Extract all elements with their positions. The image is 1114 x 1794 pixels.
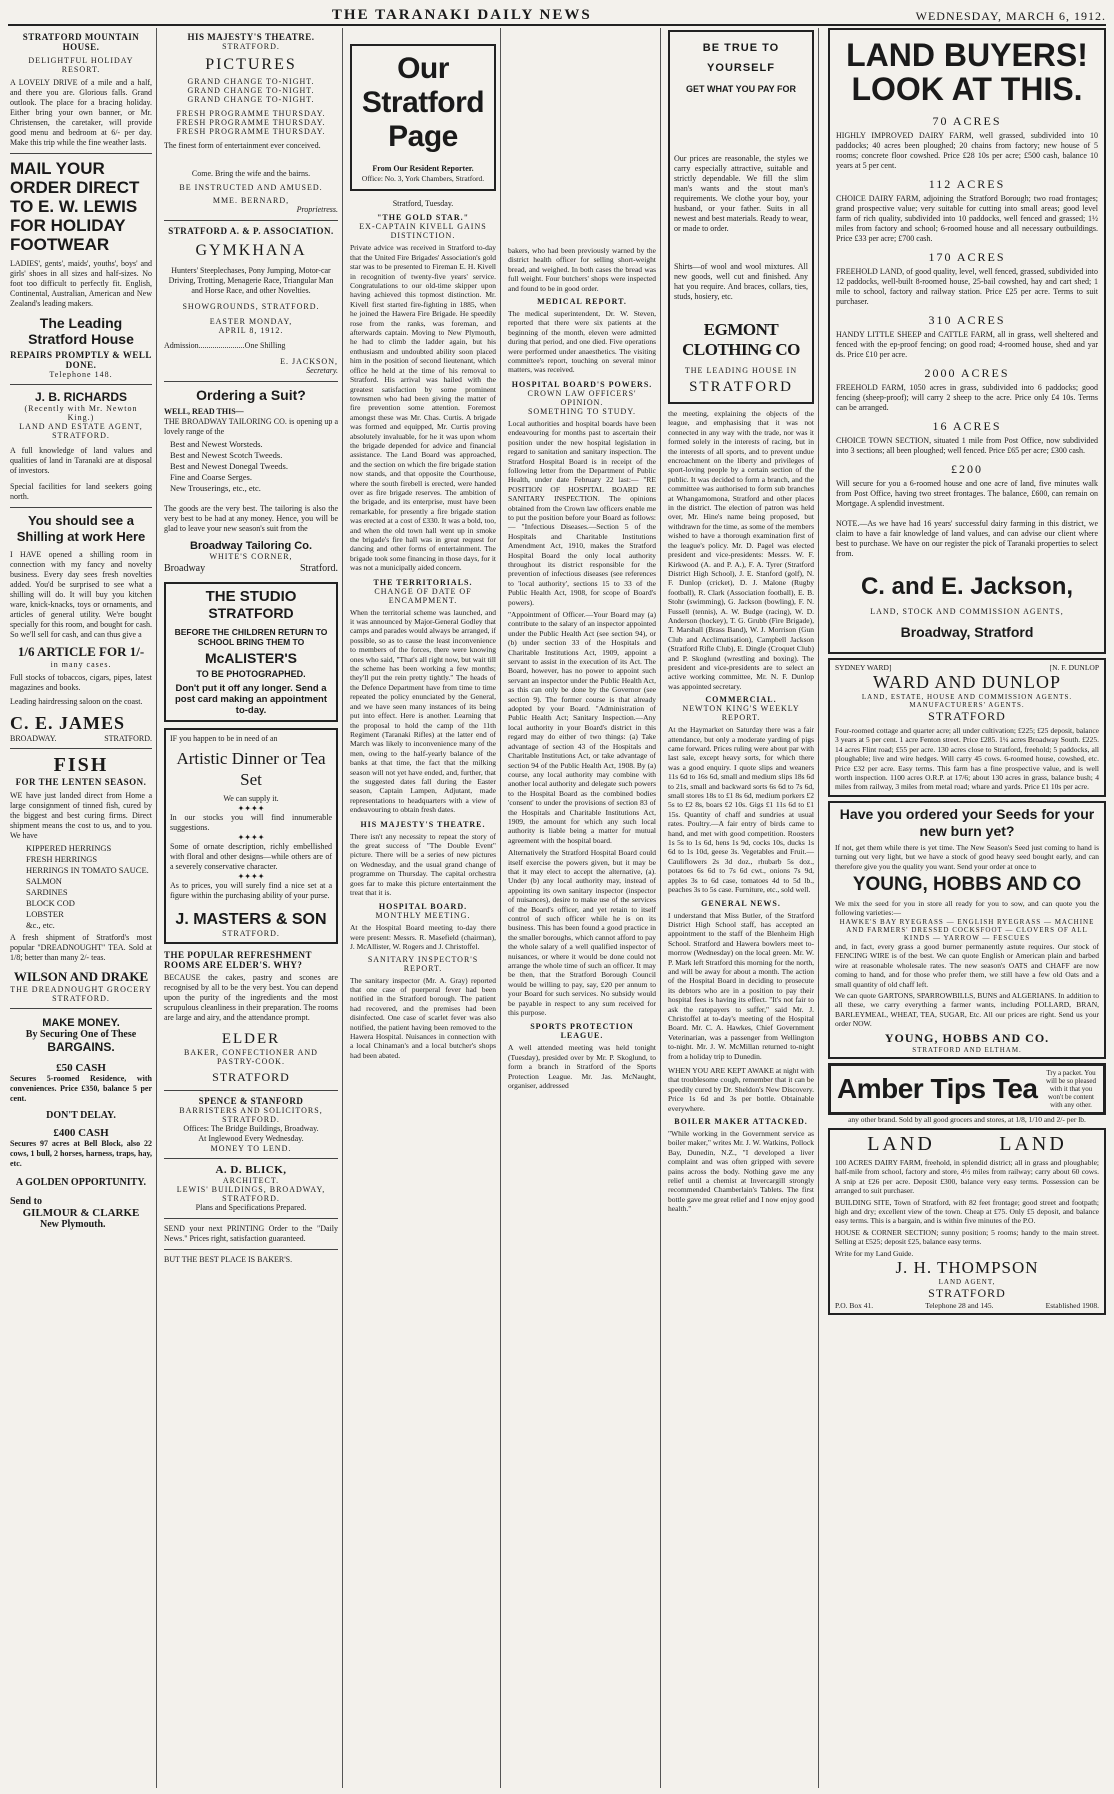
kivell-heading: EX-CAPTAIN KIVELL GAINS DISTINCTION. bbox=[359, 222, 487, 241]
broadway-tailoring: Broadway Tailoring Co. bbox=[189, 540, 313, 552]
thompson-telephone: Telephone 28 and 145. bbox=[925, 1301, 994, 1310]
prices-text: As to prices, you will surely find a nice set at a figure within the purchasing ability of your purse. bbox=[170, 881, 332, 900]
cash-400: £400 CASH bbox=[53, 1127, 109, 1139]
newton-heading: NEWTON KING'S WEEKLY REPORT. bbox=[682, 704, 800, 723]
fence-text: and, in fact, every grass a good burner permanently astute requires. Our stock of FENCING WIRE is of the best. We can quote English or American plain and barbed wire at reasonable wholesale rates. The new season's OATS and CHAFF are now coming to hand, and for those who prefer them, we still have a few old Oats and a small quantity of old chaff left. bbox=[835, 941, 1099, 989]
young-hobbs-name-2: YOUNG, HOBBS AND CO. bbox=[884, 1030, 1050, 1045]
grand-change: GRAND CHANGE TO-NIGHT. bbox=[187, 86, 315, 95]
dont-put-off: Don't put it off any longer. Send a post card making an appointment to-day. bbox=[174, 683, 328, 716]
farm-acres: 2000 ACRES bbox=[924, 366, 1010, 380]
farm-acres: 112 ACRES bbox=[928, 177, 1006, 191]
meeting-text: the meeting, explaining the objects of the league, and emphasising that it was not connected in any way with the trade, nor was it formed solely in the interests of racing, but in the interests of all sports, and to prevent undue encroachment on the liberty and privileges of sport-loving people by a certain section of the public. It was decided to form a branch, and the committee was authorised to form sub branches at Whangamomona, Stratford and other places in the district. The election of patron was held over, Mr. Hine's name being proposed, but withdrawn for the time, as some of the members wished to have a thorough examination first of the league's policy. Mr. D. Pagel was elected president and vice-presidents: Messrs. W. F. Kirkwood (A. and P. A.), F. A. Tyrer (Stratford District High School), J. E. Stanford (golf), N. F. Dunlop (cricket), D. J. Malone (Rugby football), R. Clark (Association football), E. B. Stohr (swimming), G. Jackson (bowling), F. N. Fussell (tennis), A. W. Budge (racing), W. D. Anderson (hockey), T. G. Grubb (Fire Brigade), T. Marshall (Brass Band), W. J. Morrison (Gun Club and Acclimatisation), Campbell Jackson (Stratford Rifle Club), E. Dingle (Croquet Club) and P. Skoglund (wrestling and boxing). The president and vice-presidents are to select an active working committee, Mr. N. F. Dunlop was appointed secretary. bbox=[668, 409, 814, 691]
newspaper-title: THE TARANAKI DAILY NEWS bbox=[331, 7, 592, 23]
farm-text: FREEHOLD FARM, 1050 acres in grass, subdivided into 6 paddocks; good fencing (sheep-proof); will carry 2 sheep to the acre. Price only £4 10s. Terms can be arranged. bbox=[836, 383, 1098, 412]
elder-town: STRATFORD bbox=[212, 1070, 290, 1084]
ward-name: WARD AND DUNLOP bbox=[872, 672, 1061, 692]
secretary: Secretary. bbox=[306, 366, 338, 375]
james-right: STRATFORD. bbox=[104, 734, 152, 743]
studio-ad bbox=[164, 582, 338, 722]
read-this: WELL, READ THIS— bbox=[164, 407, 244, 416]
powers-text-2: "Appointment of Officer.—Your Board may (a) contribute to the salary of an inspector appointed under the Public Health Act (see section 94), or (b) under section 33 of the Hospitals and Charitable Institutions Act, 1909, appoint a servant to assist in the execution of its Act. The Board, however, has no power to appoint such servant an inspector under the Public Health Act, as this can only be done by the Governor (see section 9). The former course is that already adopted by your Board. "Administration of Public Health Act; Sanitary Inspection.—Any local authority in your Board's district in this regard may do either of two things: (a) Take advantage of section 43 of the Hospitals and Charitable Institutions Act, or take advantage of section 94 of the Public Health Act, 1908. By (a) course, any local authority may combine with another local authority and delegate such powers to the Hospital Board as the combined bodies 'consent' to under the provisions of section 83 of the Hospitals and Charitable Institutions Act, 1909, the amount for which any such local authority is liable being a matter for mutual agreement with the hospital board. bbox=[508, 610, 656, 845]
richards-town: STRATFORD. bbox=[52, 431, 110, 440]
po-box: P.O. Box 41. bbox=[835, 1301, 874, 1310]
farm-acres: £200 bbox=[951, 462, 983, 476]
dreadnought-text: A fresh shipment of Stratford's most popular "DREADNOUGHT" TEA. Sold at 1/8; better than many 2/- teas. bbox=[10, 933, 152, 962]
plans-line: Plans and Specifications Prepared. bbox=[195, 1203, 307, 1212]
studio-name: THE STUDIO bbox=[205, 588, 297, 605]
farm-text: CHOICE DAIRY FARM, adjoining the Stratford Borough; two road frontages; grand prospective value; very suitable for cutting into small areas; good level farm of rich quality, subdivided into 10 paddocks, well fenced and grassed; 1½ miles from factory and school; 6-roomed house and all necessary outbuildings. Price £33 per acre; £700 cash. bbox=[836, 194, 1098, 243]
fish-text: WE have just landed direct from Home a large consignment of tinned fish, cured by the biggest and best curing firms. Direct shipment means the cost to us, and to you. We have bbox=[10, 791, 152, 840]
nf-dunlop: [N. F. DUNLOP bbox=[1049, 663, 1099, 672]
tailoring-text: THE BROADWAY TAILORING CO. is opening up a lovely range of the bbox=[164, 417, 338, 436]
stock-text: In our stocks you will find innumerable suggestions. bbox=[170, 813, 332, 832]
column-6 bbox=[822, 28, 1112, 1790]
elder-sub: BAKER, CONFECTIONER AND PASTRY-COOK. bbox=[184, 1048, 318, 1066]
bargains-line: BARGAINS. bbox=[47, 1040, 115, 1054]
majestys-heading: HIS MAJESTY'S THEATRE. bbox=[360, 819, 486, 829]
egmont-name: EGMONT CLOTHING CO bbox=[682, 320, 800, 359]
territorials-heading: THE TERRITORIALS. bbox=[373, 577, 473, 587]
resort-heading: DELIGHTFUL HOLIDAY RESORT. bbox=[28, 56, 134, 74]
gilmour-town: New Plymouth. bbox=[40, 1219, 106, 1230]
article-price: 1/6 ARTICLE FOR 1/- bbox=[17, 644, 145, 659]
boiler-text: "While working in the Government service as boiler maker," writes Mr. J. W. Watkins, Pollock Bay, Dunedin, N.Z., "I developed a liver complaint and was often gripped with severe pains across the body. Nothing gave me any relief until a chemist at Invercargill strongly recommended Chamberlain's Tablets. The first bottle gave me great relief and I now enjoy good health." bbox=[668, 1129, 814, 1214]
amber-tips-sub: any other brand. Sold by all good grocers and stores, at 1/8, 1/10 and 2/- per lb. bbox=[848, 1114, 1086, 1124]
amber-tips-side: Try a packet. You will be so pleased with it that you won't be content with any other. bbox=[1046, 1068, 1096, 1109]
thompson-ad bbox=[828, 1128, 1106, 1315]
monthly-heading: MONTHLY MEETING. bbox=[375, 911, 471, 921]
grand-change: GRAND CHANGE TO-NIGHT. bbox=[187, 77, 315, 86]
general-heading: GENERAL NEWS. bbox=[701, 898, 781, 908]
broadway-address bbox=[164, 563, 338, 574]
fish-list bbox=[26, 843, 152, 931]
ward-sub: LAND, ESTATE, HOUSE AND COMMISSION AGENTS. MANUFACTURERS' AGENTS. bbox=[861, 693, 1073, 709]
column-rule bbox=[342, 28, 343, 1788]
ap-association: STRATFORD A. & P. ASSOCIATION. bbox=[168, 226, 334, 236]
commercial-heading: COMMERCIAL. bbox=[705, 695, 777, 705]
repairs-line: REPAIRS PROMPTLY & WELL DONE. bbox=[10, 350, 152, 370]
cej-name: C. and E. Jackson, bbox=[860, 573, 1074, 600]
goods-text: The goods are the very best. The tailoring is also the very best to be had at any money. Hence, you will be glad to leave your new season's suit from the bbox=[164, 504, 338, 533]
thompson-sub: LAND AGENT, bbox=[938, 1278, 996, 1286]
dont-delay: DON'T DELAY. bbox=[46, 1110, 116, 1121]
gymkhana-text: Hunters' Steeplechases, Pony Jumping, Motor-car Driving, Trotting, Menagerie Race, Triangular Man and Horse Race, and other Novelties. bbox=[168, 266, 334, 295]
mountain-house-heading: STRATFORD MOUNTAIN HOUSE. bbox=[22, 32, 140, 52]
farm-acres: 70 ACRES bbox=[932, 114, 1002, 128]
list-item: BLOCK COD bbox=[26, 898, 75, 908]
send-to: Send to bbox=[10, 1196, 42, 1207]
supply-text: We can supply it. bbox=[223, 794, 279, 803]
powers-heading: HOSPITAL BOARD'S POWERS. bbox=[511, 379, 653, 389]
list-item: SARDINES bbox=[26, 887, 68, 897]
spence-sub: BARRISTERS AND SOLICITORS, STRATFORD. bbox=[179, 1106, 323, 1124]
boiler-heading: BOILER MAKER ATTACKED. bbox=[674, 1117, 808, 1127]
reporter-line: From Our Resident Reporter. bbox=[372, 164, 474, 173]
sanitary-heading: SANITARY INSPECTOR'S REPORT. bbox=[367, 954, 479, 973]
farm-text: Will secure for you a 6-roomed house and one acre of land, five minutes walk from Post Office, having two street frontages. The balance, £600, can remain on Mortgage. A splendid investment. bbox=[836, 479, 1098, 508]
amber-tips-title: Amber Tips Tea bbox=[837, 1072, 1038, 1104]
artistic-heading: Artistic Dinner or Tea Set bbox=[176, 749, 326, 789]
fresh-programme: FRESH PROGRAMME THURSDAY. bbox=[176, 109, 326, 118]
established: Established 1908. bbox=[1045, 1301, 1099, 1310]
column-rule bbox=[500, 28, 501, 1788]
make-money: MAKE MONEY. bbox=[42, 1017, 120, 1029]
thompson-text-3: HOUSE & CORNER SECTION; sunny position; 5 rooms; handy to the main street. Selling at £525; deposit £25, balance easy terms. bbox=[835, 1227, 1099, 1247]
theatre-town: STRATFORD. bbox=[222, 42, 280, 51]
list-item: New Trouserings, etc., etc. bbox=[170, 483, 261, 493]
land-right: LAND bbox=[999, 1132, 1067, 1155]
spence-offices: Offices: The Bridge Buildings, Broadway. bbox=[183, 1124, 319, 1133]
list-item: Best and Newest Worsteds. bbox=[170, 439, 263, 449]
resort-text: A LOVELY DRIVE of a mile and a half, and there you are. Glorious falls. Grand outlook. The place for a bracing holiday. Either bring your own banner, or Mr. Christensen, the caretaker, will provide good menu and bedroom at 6/- per day. Make this trip while the fine weather lasts. bbox=[10, 78, 152, 147]
james-left: BROADWAY. bbox=[10, 734, 57, 743]
list-item: FRESH HERRINGS bbox=[26, 854, 98, 864]
tobacco-text: Full stocks of tobaccos, cigars, pipes, latest magazines and books. bbox=[10, 673, 152, 692]
sydney-ward: SYDNEY WARD] bbox=[835, 663, 892, 672]
photographed: TO BE PHOTOGRAPHED. bbox=[196, 669, 306, 679]
proprietress: Proprietress. bbox=[296, 205, 338, 214]
masters-name: J. MASTERS & SON bbox=[175, 911, 327, 928]
list-item: Best and Newest Donegal Tweeds. bbox=[170, 461, 288, 471]
territorials-text: When the territorial scheme was launched, and it was announced by Major-General Godley that camps and parades would always be arranged, if possible, so as to cause the least inconvenience to members of the forces, there were knowing ones who said, "That's all right now, but wait till the scheme has been working a few months; they'll put the rein pretty tightly." The heads of the Defence Department have from time to time repeated the policy enunciated by the General, and we have seen many instances of its being put into effect. Here is another. Learning that the proposal to hold the camp of the 11th Regiment (Taranaki Rifles) at the latter end of March was likely to inconvenience many of the men, owing to the half-yearly balance of the banks at that time, the fact that the milking season will not yet have ended, and, further, that the suggested dates fall during the Easter season, Captain Lampen, Adjutant, made representations to headquarters with a view of endeavouring to obtain fresh dates. bbox=[350, 607, 496, 815]
land-buyers-heading: LAND BUYERS! bbox=[846, 37, 1088, 73]
farm-text: CHOICE TOWN SECTION, situated 1 mile from Post Office, now subdivided into 3 sections; all been ploughed; well fenced. Price £65 per acre; £300 cash. bbox=[836, 436, 1098, 455]
gymkhana-heading: GYMKHANA bbox=[195, 242, 307, 259]
architect: ARCHITECT. bbox=[222, 1176, 280, 1185]
land-buyers-ad bbox=[828, 28, 1106, 654]
wilson-name: WILSON AND DRAKE bbox=[13, 969, 149, 984]
column-5 bbox=[664, 28, 818, 1790]
list-item: Best and Newest Scotch Tweeds. bbox=[170, 450, 283, 460]
commercial-text: At the Haymarket on Saturday there was a fair attendance, but only a moderate yarding of pigs came forward. Prices ruling were about par with last sale, except heavy sorts, for which there was a good enquiry. I quote slips and weaners 11s 6d to 16s 6d, small and medium slips 18s 6d to 21s, small and backward sorts 6s 6d to 7s 6d, small stores 18s to £1 8s 6d, medium porkers £2 5s to £2 8s, boars £2 10s. Gigs £1 11s 6d to £1 15s. Quantity of chaff and sundries at usual rates. Poultry.—A fair entry of birds came to hand, and met with good competition. Roosters 1s 5s to 1s 6d, hens 1s 9d, cocks 10s, ducks 1s 6d to 1s 10d, geese 3s. Vegetables and Fruit.—Cauliflowers 2s 3d doz., rhubarb 5s doz., potatoes 6s 6d to 7s 6d cwt., onions 7s 9d, apples 3s to 6d case, tomatoes 4d to 5d lb., peaches 3s to 5s case. Furniture, etc., sold well. bbox=[668, 725, 814, 895]
issue-date: WEDNESDAY, MARCH 6, 1912. bbox=[915, 9, 1106, 23]
ornate-text: Some of ornate description, richly embellished with floral and other designs—while others are of a severely conservative character. bbox=[170, 842, 332, 871]
cash-250-text: Secures 5-roomed Residence, with conveniences. Price £350, balance 5 per cent. bbox=[10, 1074, 152, 1103]
gilmour-name: GILMOUR & CLARKE bbox=[22, 1207, 140, 1219]
medical-heading: MEDICAL REPORT. bbox=[537, 297, 627, 307]
finest-text: The finest form of entertainment ever conceived. bbox=[164, 141, 321, 150]
thompson-name: J. H. THOMPSON bbox=[895, 1258, 1039, 1277]
young-hobbs-sub: STRATFORD AND ELTHAM. bbox=[912, 1045, 1022, 1054]
stratford-page-banner bbox=[350, 44, 496, 191]
tea-rooms-heading: THE POPULAR REFRESHMENT ROOMS ARE ELDER'S. WHY? bbox=[164, 950, 312, 970]
richards-line: LAND AND ESTATE AGENT, bbox=[19, 422, 143, 431]
farm-text: HANDY LITTLE SHEEP and CATTLE FARM, all in grass, well sheltered and fenced with the ep-proof fencing; on good road; 4-roomed house, shed and yar ds. Price £10 per acre. bbox=[836, 330, 1098, 359]
be-true: BE TRUE TO YOURSELF bbox=[702, 42, 780, 74]
wilson-town: STRATFORD. bbox=[52, 994, 110, 1003]
study-heading: SOMETHING TO STUDY. bbox=[527, 406, 637, 416]
ward-text: Four-roomed cottage and quarter acre; all under cultivation; £225; £25 deposit, balance 3 years at 5 per cent. 1 acre Fenton street. Price £285. 1¼ acres Broadway South. £225. 14 acres Flint road; £55 per acre. 130 acres close to Stratford, freehold; 5 paddocks, all ploughable; live and wire hedges. Will carry 45 cows. 6-roomed house, cowshed, etc. Price £32 per acre. Easy terms. This farm has a fine prospective value, and is well worth inspection. 1100 acres O.R.P. at 17/6; about 130 acres in grass, balance bush; 4 miles from railway, 3 miles from metal road; whare and yards. Price £1 10s per acre. bbox=[835, 726, 1099, 792]
thompson-text-2: BUILDING SITE, Town of Stratford, with 82 feet frontage; good street and footpath; high and dry; excellent view of the town. Cheap at £75. Only £5 deposit, and balance easy terms. This is a bargain, and is within five minutes of the P.O. bbox=[835, 1197, 1099, 1226]
gold-star-heading: "THE GOLD STAR." bbox=[376, 213, 470, 223]
young-hobbs-name: YOUNG, HOBBS AND CO bbox=[852, 874, 1082, 896]
blick-name: A. D. BLICK, bbox=[215, 1164, 287, 1176]
cash-250: £50 CASH bbox=[56, 1062, 106, 1074]
mcalister-name: McALISTER'S bbox=[204, 650, 297, 666]
cej-sub: LAND, STOCK AND COMMISSION AGENTS, bbox=[870, 607, 1064, 616]
richards-name: J. B. RICHARDS bbox=[34, 390, 127, 404]
richards-sub: (Recently with Mr. Newton King.) bbox=[24, 404, 138, 422]
elder-name: ELDER bbox=[221, 1031, 281, 1047]
young-hobbs-ad bbox=[828, 801, 1106, 1059]
office-line: Office: No. 3, York Chambers, Stratford. bbox=[361, 174, 485, 183]
general-text: I understand that Miss Butler, of the Stratford District High School staff, has accepted an appointment to the staff of the Blenheim High School. Stratford and Hawera bowlers meet to-morrow (Wednesday) on the local green. Mr. W. P. Mark left Stratford this morning for the north, and will be away for about a month. The action of the Hospital Board in deciding to prosecute its debtors who are in a position to pay their hospital fees is having its effect. "It's not fair to ask the ratepayers to suffer," said Mr. J. Christoffel at to-day's meeting of the Hospital Board. Mr. C. A. Hawkes, Chief Government Veterinarian, was a passenger from Wellington to-night. Mr. J. W. McMillan returned to-night from a holiday trip to Dunedin. bbox=[668, 910, 814, 1061]
list-item: &c., etc. bbox=[26, 920, 55, 930]
kivell-text: Private advice was received in Stratford to-day that the United Fire Brigades' Association's gold star was to be presented to Fireman E. H. Kivell in recognition of twenty-five years' service. Congratulations to our old-time skipper upon having achieved this topmost distinction. Mr. Kivell first started fire-fighting in 1885, when he joined the Hawera Fire Brigade. He speedily rose from the ranks, was foreman, and afterwards captain. Moving to New Plymouth, he had to climb the ladder again, but his enthusiasm and undoubted ability soon placed him in the position of second lieutenant, which office he held at the time of his removal to Stratford. His arrival was hailed with the greatest satisfaction by some prominent townsmen who had been giving the matter of fire prevention some attention. Foremost amongst these was Mr. Chas. Curtis. A brigade was formed and equipped, Mr. Curtis proving absolutely invaluable, for he it was upon whom the brigade depended for advice and financial assistance. The Land Board was approached, and the section on which the fire brigade station now stands, and that opposite the Courthouse, where the south firebell is erected, were handed over as fire brigade reserves. The ambition of the brigade, and its enterprise, must have been remarkable, for presently a fire brigade station was erected at a cost of £330. It was a bold, too, and when the old town hall went up in smoke the brigade's fire hall was in great request for dancing and other forms of entertainment. The brigade took some financing in those days, for it was not a municipally aided concern. bbox=[350, 243, 496, 573]
thompson-town: STRATFORD bbox=[928, 1286, 1006, 1300]
column-rule bbox=[156, 28, 157, 1788]
april-date: APRIL 8, 1912. bbox=[218, 326, 284, 335]
list-item: Fine and Coarse Serges. bbox=[170, 472, 252, 482]
cej-town: Broadway, Stratford bbox=[900, 624, 1034, 640]
broadway-word: Broadway bbox=[164, 563, 206, 574]
showgrounds: SHOWGROUNDS, STRATFORD. bbox=[182, 302, 320, 311]
saloon-text: Leading hairdressing saloon on the coast. bbox=[10, 697, 143, 706]
jackson-name: E. JACKSON, bbox=[280, 357, 338, 366]
bakers-text: bakers, who had been previously warned by the district health officer for selling short-weight bread, and weighed. In both cases the bread was full weight. Four butchers' shops were inspected and found to be in good order. bbox=[508, 246, 656, 293]
crown-heading: CROWN LAW OFFICERS' OPINION. bbox=[527, 388, 637, 407]
encampment-heading: CHANGE OF DATE OF ENCAMPMENT. bbox=[374, 586, 472, 605]
egmont-sub: THE LEADING HOUSE IN bbox=[684, 366, 798, 375]
whites-corner: WHITE'S CORNER, bbox=[209, 552, 293, 561]
gartons-text: We can quote GARTONS, SPARROWBILLS, BUNS and ALGERIANS. In addition to all these, we carry everything a farmer wants, including POLLARD, BRAN, BARLEYMEAL, WHEAT, TEA, SUGAR, Etc. All our prices are right. Send us your order NOW. bbox=[835, 990, 1099, 1029]
column-4 bbox=[504, 28, 660, 1790]
note-text: NOTE.—As we have had 16 years' successful dairy farming in this district, we claim to have a fair knowledge of land values, and can advise our client where best to purchase. We have on our register the pick of Taranaki properties to select from. bbox=[836, 519, 1098, 558]
james-name: C. E. JAMES bbox=[10, 713, 126, 733]
shilling-text: I HAVE opened a shilling room in connection with my fancy and novelty business. Every day sees fresh novelties added. You'd be surprised to see what a shilling will do. It will buy you kitchen ware, knick-knacks, toys or ornaments, and articles of general utility. We're bought specially for this room, and bought for cash. So we'll sell for cash, and can thus give a bbox=[10, 550, 152, 639]
admission: Admission.......................One Shilling bbox=[164, 341, 286, 350]
land-guide: Write for my Land Guide. bbox=[835, 1248, 914, 1258]
egmont-town: STRATFORD bbox=[689, 379, 793, 395]
masters-town: STRATFORD. bbox=[222, 929, 280, 938]
ward-dunlop-ad bbox=[828, 658, 1106, 797]
james-address bbox=[10, 734, 152, 743]
column-1 bbox=[6, 28, 156, 1790]
farm-acres: 16 ACRES bbox=[932, 419, 1002, 433]
inglewood-line: At Inglewood Every Wednesday. bbox=[198, 1134, 304, 1143]
list-item: KIPPERED HERRINGS bbox=[26, 843, 112, 853]
get-what: GET WHAT YOU PAY FOR bbox=[685, 84, 796, 94]
fresh-programme: FRESH PROGRAMME THURSDAY. bbox=[176, 127, 326, 136]
powers-text-3: Alternatively the Stratford Hospital Board could itself exercise the powers given, but it may be that it may elect to accept the alternative, (a). Under (b) any local authority may, instead of appointing its own sanitary inspector (inspector of nuisances), desire to make use of the services of the Board's officer, and yet retain to itself control of such officer while he is on its business. This has been found a good practice in the smaller boroughs, which cannot afford to pay the whole salary of a well qualified inspector of nuisances, or where it would be done could not arrange the whole time of such an officer. It may be then, that the Stratford Borough Council would be willing to pay, say, £20 per annum to your Board for such services. No subsidy would be payable in respect to any sum received for this purpose. bbox=[508, 848, 656, 1018]
stratford-word: Stratford. bbox=[299, 563, 338, 574]
masthead bbox=[8, 2, 1106, 26]
farm-text: FREEHOLD LAND, of good quality, level, well fenced, grassed, subdivided into 12 paddocks, well-built 8-roomed house, 25-bail cowshed, hay and cart shed; 1 mile to school, factory and railway station. Price £25 per acre. Terms to suit purchaser. bbox=[836, 267, 1098, 306]
securing-line: By Securing One of These bbox=[25, 1029, 137, 1040]
bernard-name: MME. BERNARD, bbox=[212, 196, 290, 205]
farm-acres: 170 ACRES bbox=[928, 250, 1006, 264]
lewis-buildings: LEWIS' BUILDINGS, BROADWAY, STRATFORD. bbox=[176, 1185, 326, 1203]
cash-400-text: Secures 97 acres at Bell Block, also 22 cows, 1 bull, 2 horses, harness, traps, hay, etc. bbox=[10, 1139, 152, 1168]
telephone-line: Telephone 148. bbox=[49, 370, 113, 379]
shilling-heading: You should see a Shilling at work Here bbox=[16, 513, 146, 544]
ward-town: STRATFORD bbox=[928, 709, 1006, 723]
column-rule bbox=[660, 28, 661, 1788]
tweeds-list bbox=[170, 439, 338, 494]
grasses-list: HAWKE'S BAY RYEGRASS — ENGLISH RYEGRASS — MACHINE AND FARMERS' DRESSED COCKSFOOT — CLOVERS OF ALL KINDS — YARROW — FESCUES bbox=[839, 917, 1095, 942]
come-text: Come. Bring the wife and the bairns. bbox=[191, 169, 311, 178]
seeds-text: If not, get them while there is yet time. The New Season's Seed just coming to hand is turning out very light, but we have a stock of good heavy seed bought early, and can therefore give you the quality you want. Send your order at once to bbox=[835, 842, 1099, 871]
sanitary-text: The sanitary inspector (Mr. A. Gray) reported that one case of puerperal fever had been notified in the Stratford borough. The patient had recovered, and the premises had been disinfected. One case of scarlet fever was also notified, the patient having been removed to the Hawera Hospital. Nuisances in connection with a local Chinaman's and a local butcher's shops had been abated. bbox=[350, 975, 496, 1060]
hospital-heading: HOSPITAL BOARD. bbox=[378, 902, 468, 912]
thompson-text-1: 100 ACRES DAIRY FARM, freehold, in splendid district; all in grass and ploughable; half-mile from school, factory and store, 4½ miles from railway; carry about 60 cows. A snip at £26 per acre. Deposit £300, balance very easy terms. Possession can be arranged to suit purchaser. bbox=[835, 1157, 1099, 1196]
sports-heading: SPORTS PROTECTION LEAGUE. bbox=[530, 1022, 634, 1041]
richards-text-2: Special facilities for land seekers going north. bbox=[10, 482, 152, 501]
printing-text: SEND your next PRINTING Order to the "Daily News." Prices right, satisfaction guaranteed. bbox=[164, 1224, 338, 1243]
leading-house: The Leading Stratford House bbox=[28, 315, 134, 347]
egmont-ad bbox=[668, 30, 814, 404]
studio-text: BEFORE THE CHILDREN RETURN TO SCHOOL BRING THEM TO bbox=[174, 627, 328, 647]
fish-heading: FISH bbox=[53, 754, 109, 776]
many-cases: in many cases. bbox=[50, 660, 112, 669]
list-item: HERRINGS IN TOMATO SAUCE. bbox=[26, 865, 149, 875]
theatre-heading: HIS MAJESTY'S THEATRE. bbox=[187, 32, 315, 42]
grand-change: GRAND CHANGE TO-NIGHT. bbox=[187, 95, 315, 104]
suit-heading: Ordering a Suit? bbox=[196, 387, 306, 403]
tea-rooms-text: BECAUSE the cakes, pastry and scones are recognised by all to be the very best. You can depend upon the purity of the ingredients and the most scrupulous cleanliness in their preparation. The rooms are large and airy, and the attendance prompt. bbox=[164, 973, 338, 1022]
cough-text: WHEN YOU ARE KEPT AWAKE at night with that troublesome cough, remember that it can be speedily cured by Dr. Sheldon's New Discovery. Price 1s 6d and 3s per bottle. Obtainable everywhere. bbox=[668, 1066, 814, 1113]
bakers-line: BUT THE BEST PLACE IS BAKER'S. bbox=[164, 1255, 293, 1264]
golden-opportunity: A GOLDEN OPPORTUNITY. bbox=[15, 1177, 147, 1188]
studio-town: STRATFORD bbox=[208, 605, 294, 621]
masters-ad: IF you happen to be in need of an Artistic Dinner or Tea Set We can supply it. ✦✦✦✦ In our stocks you will find innumerable suggestions. ✦✦✦✦ Some of ornate description, richly embellished with floral and other designs—while others are of a severely conservative character. ✦✦✦✦ As to prices, you will surely find a nice set at a figure within the purchasing ability of your purse. J. MASTERS & SON STRATFORD. bbox=[164, 728, 338, 944]
column-rule bbox=[818, 28, 819, 1788]
young-text: We mix the seed for you in store all ready for you to sow, and can quote you the following varieties:— bbox=[835, 899, 1099, 918]
look-heading: LOOK AT THIS. bbox=[851, 71, 1083, 107]
mail-order-heading: MAIL YOUR ORDER DIRECT TO E. W. LEWIS FOR HOLIDAY FOOTWEAR bbox=[10, 159, 140, 254]
instructed-line: BE INSTRUCTED AND AMUSED. bbox=[179, 183, 323, 192]
lenten-line: FOR THE LENTEN SEASON. bbox=[15, 777, 147, 787]
farm-text: HIGHLY IMPROVED DAIRY FARM, well grassed, subdivided into 10 paddocks; 40 acres been ploughed; 20 chains from factory; new house of 5 rooms; concrete floor cowshed. Price £28 10s per acre; £500 cash, balance 10 years at 5 per cent. bbox=[836, 131, 1098, 170]
egmont-shirts: Shirts—of wool and wool mixtures. All new goods, well cut and finished. Any hat you require. And braces, collars, ties, studs, hosiery, etc. bbox=[674, 262, 808, 301]
list-item: LOBSTER bbox=[26, 909, 64, 919]
farm-acres: 310 ACRES bbox=[928, 313, 1006, 327]
easter-monday: EASTER MONDAY, bbox=[209, 317, 293, 326]
money-lend: MONEY TO LEND. bbox=[210, 1144, 292, 1153]
hospital-text: At the Hospital Board meeting to-day there were present: Messrs. R. Masefield (chairman), J. McAllister, W. Rogers and J. Christoffel. bbox=[350, 923, 496, 952]
footwear-text: LADIES', gents', maids', youths', boys' and girls' shoes in all sizes and half-sizes. No foot too difficult to perfectly fit. English, Continental, Australian, American and New Zealand's leading makers. bbox=[10, 259, 152, 308]
thompson-footer bbox=[835, 1301, 1099, 1310]
column-3 bbox=[346, 28, 500, 1790]
spence-name: SPENCE & STANFORD bbox=[198, 1096, 304, 1106]
fresh-programme: FRESH PROGRAMME THURSDAY. bbox=[176, 118, 326, 127]
majestys-text: There isn't any necessity to repeat the story of the great success of "The Double Event" picture. There will be a series of new pictures on Wednesday, and the usual grand change of programme on Thursday. The capital orchestra goes far to make this picture entertainment the treat that it is. bbox=[350, 831, 496, 897]
land-left: LAND bbox=[867, 1132, 935, 1155]
powers-text: Local authorities and hospital boards have been endeavouring for months past to ascertain their position under the new hospital legislation in regard to sanitation and sanitary inspection. The Stratford Hospital Board is in receipt of the following letter from the Department of Public Health, under date February 22 last:— "RE POSITION OF HOSPITAL BOARD RE SANITARY INSPECTION. The opinions obtained from the Crown law officers enable me to put the position before your Board as follows:— "Infectious Diseases.—Section 5 of the Hospitals and Charitable Institutions Amendment Act, 1910, makes the Stratford Hospital Board the only local authority throughout its district responsible for the prevention of infectious diseases (see references to 'local authority', sections 15 to 33 of the Public Health Act, 1908, for scope of Board's powers). bbox=[508, 418, 656, 607]
sports-text: A well attended meeting was held tonight (Tuesday), presided over by Mr. P. Skoglund, to form a branch in Stratford of the Sports Protection League. Mr. Jas. McNaught, organiser, addressed bbox=[508, 1043, 656, 1091]
partner-names bbox=[835, 663, 1099, 672]
richards-text: A full knowledge of land values and qualities of land in Taranaki are at disposal of investors. bbox=[10, 446, 152, 475]
amber-tips-ad bbox=[828, 1063, 1106, 1115]
list-item: SALMON bbox=[26, 876, 62, 886]
egmont-prices: Our prices are reasonable, the styles we carry especially attractive, suitable and strictly dependable. We fill the slim man's wants and the stout man's requirements. We clothe your boy, your husband, or your father. Suits in all newest and best materials. Ready to wear, or made to order. bbox=[674, 154, 808, 233]
column-2 bbox=[160, 28, 342, 1790]
stratford-page-title: Our Stratford Page bbox=[361, 52, 485, 153]
pictures-heading: PICTURES bbox=[205, 56, 297, 73]
land-heading bbox=[835, 1133, 1099, 1156]
medical-text: The medical superintendent, Dr. W. Steven, reported that there were six patients at the beginning of the month, eleven were admitted during that period, and one died. Five operations were performed under anaesthetics. The visiting committee's report, touching on several minor matters, was received. bbox=[508, 309, 656, 375]
happen-text: IF you happen to be in need of an bbox=[170, 734, 278, 743]
wilson-sub: THE DREADNOUGHT GROCERY bbox=[10, 985, 152, 994]
dateline: Stratford, Tuesday. bbox=[392, 199, 454, 209]
seeds-heading: Have you ordered your Seeds for your new burn yet? bbox=[839, 805, 1095, 839]
